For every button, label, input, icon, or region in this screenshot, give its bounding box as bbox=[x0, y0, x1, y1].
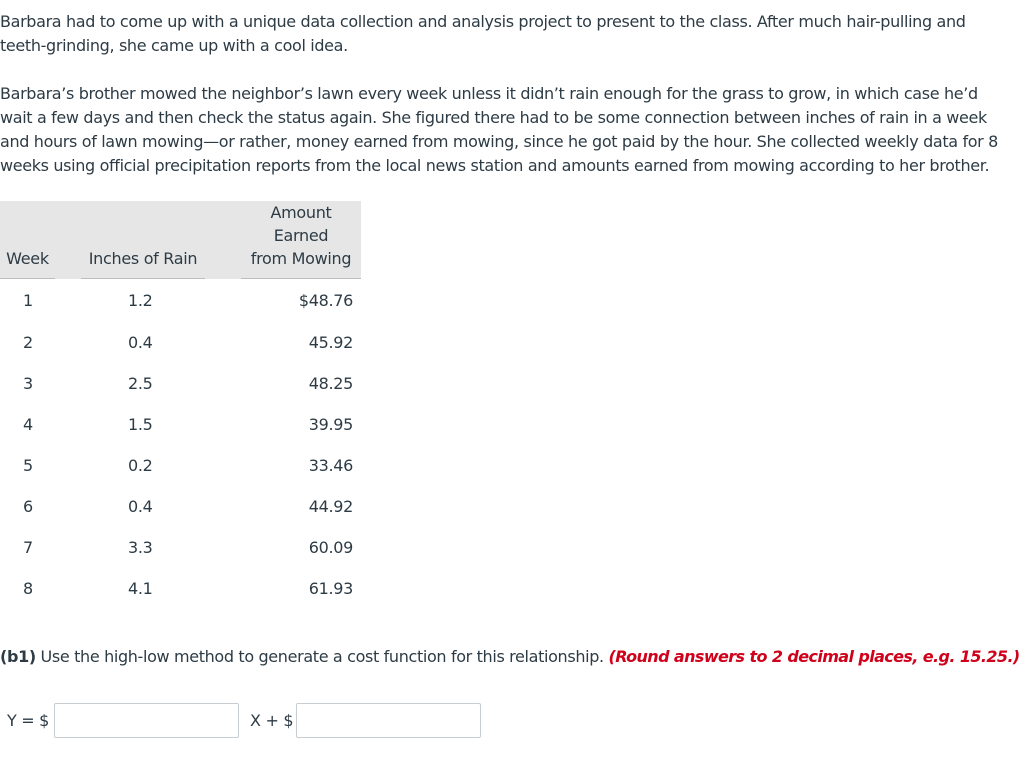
table-row bbox=[0, 445, 361, 486]
slope-input[interactable] bbox=[54, 703, 239, 738]
cell-rain: 1.5 bbox=[128, 415, 153, 434]
table-header-row bbox=[0, 201, 361, 279]
cell-rain: 0.4 bbox=[128, 333, 153, 352]
answer-row bbox=[0, 703, 500, 740]
header-amount-line1: Amount Earned bbox=[270, 203, 332, 245]
intro-paragraph-2: Barbara’s brother mowed the neighbor’s lawn every week unless it didn’t rain enough for the grass to grow, in which case he’d wait a few days and then check the status again. She figured there had to be some connection between inches of rain in a week and hours of lawn mowing—or rather, money earned from mowing, since he got paid by the hour. She collected weekly data for 8 weeks using official precipitation reports from the local news station and amounts earned from mowing according to her brother. bbox=[0, 84, 998, 175]
cell-amount: 48.25 bbox=[308, 374, 353, 393]
cell-amount: 44.92 bbox=[308, 497, 353, 516]
data-table bbox=[0, 201, 361, 609]
header-week bbox=[0, 201, 61, 279]
table-row bbox=[0, 363, 361, 404]
cell-amount: $48.76 bbox=[298, 291, 353, 310]
table-row bbox=[0, 527, 361, 568]
table-row bbox=[0, 404, 361, 445]
question-label: (b1) bbox=[0, 647, 36, 666]
cell-week: 2 bbox=[23, 333, 33, 352]
cell-rain: 0.4 bbox=[128, 497, 153, 516]
cell-week: 7 bbox=[23, 538, 33, 557]
header-amount-label bbox=[241, 201, 361, 279]
cell-amount: 60.09 bbox=[308, 538, 353, 557]
table-row bbox=[0, 279, 361, 322]
cell-rain: 2.5 bbox=[128, 374, 153, 393]
cell-amount: 33.46 bbox=[308, 456, 353, 475]
intro-paragraph-1: Barbara had to come up with a unique data collection and analysis project to present to the class. After much hair-pulling and teeth-grinding, she came up with a cool idea. bbox=[0, 12, 966, 55]
intercept-input[interactable] bbox=[296, 703, 481, 738]
cell-rain: 3.3 bbox=[128, 538, 153, 557]
cell-week: 3 bbox=[23, 374, 33, 393]
table-row bbox=[0, 486, 361, 527]
header-rain bbox=[61, 201, 223, 279]
cell-week: 8 bbox=[23, 579, 33, 598]
header-amount-line2: from Mowing bbox=[250, 249, 352, 268]
table-row bbox=[0, 322, 361, 363]
x-plus-label: X + $ bbox=[250, 711, 294, 730]
header-amount bbox=[223, 201, 361, 279]
cell-rain: 0.2 bbox=[128, 456, 153, 475]
table-row bbox=[0, 568, 361, 609]
cell-week: 4 bbox=[23, 415, 33, 434]
cell-rain: 4.1 bbox=[128, 579, 153, 598]
cell-week: 5 bbox=[23, 456, 33, 475]
question-b1 bbox=[0, 645, 1020, 669]
cell-amount: 45.92 bbox=[308, 333, 353, 352]
cell-amount: 39.95 bbox=[308, 415, 353, 434]
rounding-hint: (Round answers to 2 decimal places, e.g. 15.25.) bbox=[608, 647, 1020, 666]
cell-week: 6 bbox=[23, 497, 33, 516]
cell-week: 1 bbox=[23, 291, 33, 310]
cell-rain: 1.2 bbox=[128, 291, 153, 310]
y-equals-label: Y = $ bbox=[7, 711, 50, 730]
header-rain-label: Inches of Rain bbox=[81, 247, 205, 279]
header-week-label: Week bbox=[0, 247, 55, 279]
question-text: Use the high-low method to generate a cost function for this relationship. bbox=[35, 647, 609, 666]
cell-amount: 61.93 bbox=[308, 579, 353, 598]
